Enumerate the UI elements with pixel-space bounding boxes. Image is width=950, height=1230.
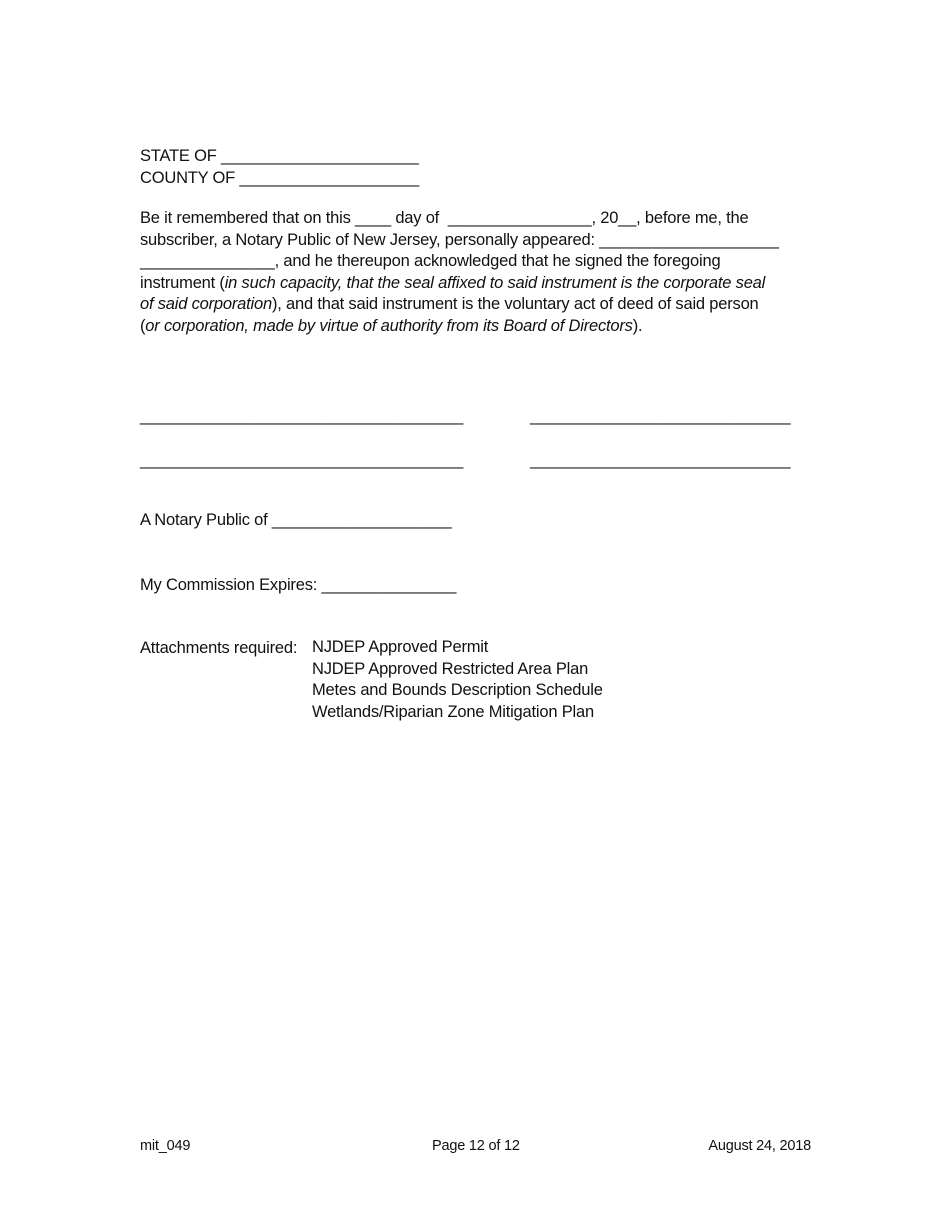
state-line: STATE OF ______________________	[140, 147, 419, 165]
attachment-item: NJDEP Approved Permit	[312, 638, 489, 656]
footer-date: August 24, 2018	[708, 1138, 811, 1154]
acknowledgment-paragraph	[140, 208, 812, 337]
signature-line-right-2: _____________________________	[530, 451, 791, 469]
attachments-list	[312, 637, 603, 723]
ack-line-6	[140, 316, 812, 338]
attachment-item: NJDEP Approved Restricted Area Plan	[312, 659, 589, 678]
footer-page-number: Page 12 of 12	[432, 1138, 520, 1154]
ack-line-6-close: ).	[632, 316, 643, 335]
commission-expires-line: My Commission Expires: _______________	[140, 576, 457, 594]
footer-doc-id: mit_049	[140, 1138, 191, 1154]
notary-public-of-line: A Notary Public of ____________________	[140, 511, 452, 529]
attachments-label: Attachments required:	[140, 639, 298, 657]
ack-line-6-italic: or corporation, made by virtue of authority from its Board of Directors	[145, 316, 633, 335]
ack-line-2: subscriber, a Notary Public of New Jersey, personally appeared: ____________________	[140, 230, 779, 249]
ack-line-6-open: (	[140, 316, 146, 335]
ack-line-5-italic: of said corporation	[140, 295, 272, 313]
signature-line-left-1: ____________________________________	[140, 407, 464, 425]
ack-line-3: _______________, and he thereupon acknowledged that he signed the foregoing	[140, 252, 721, 270]
ack-line-4	[140, 273, 812, 295]
ack-line-4-text: instrument (	[140, 273, 225, 292]
attachment-item: Metes and Bounds Description Schedule	[312, 681, 603, 699]
ack-line-4-italic: in such capacity, that the seal affixed to said instrument is the corporate seal	[224, 273, 766, 292]
ack-line-1: Be it remembered that on this ____ day of ________________, 20__, before me, the	[140, 209, 749, 227]
attachment-item: Wetlands/Riparian Zone Mitigation Plan	[312, 702, 594, 721]
signature-line-left-2: ____________________________________	[140, 451, 464, 469]
county-line: COUNTY OF ____________________	[140, 169, 419, 187]
signature-line-right-1: _____________________________	[530, 407, 791, 425]
ack-line-5	[140, 294, 812, 316]
ack-line-5-text: ), and that said instrument is the voluntary act of deed of said person	[271, 295, 759, 313]
